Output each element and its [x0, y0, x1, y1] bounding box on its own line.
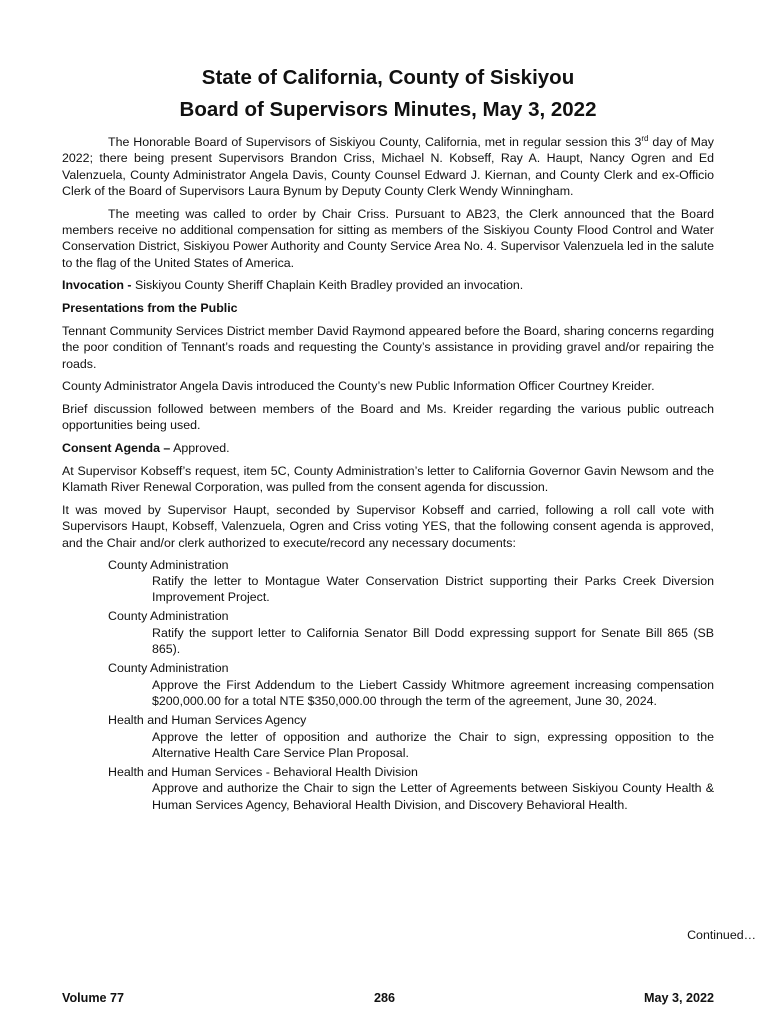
minutes-body [62, 134, 714, 813]
item-description: Ratify the support letter to California Senator Bill Dodd expressing support for Senate Bill 865 (SB 865). [152, 625, 714, 657]
consent-agenda-paragraph [62, 440, 714, 456]
item-description: Approve the First Addendum to the Liebert Cassidy Whitmore agreement increasing compensation $200,000.00 for a total NTE $350,000.00 through the term of the agreement, June 30, 2024. [152, 677, 714, 708]
consent-motion-paragraph: It was moved by Supervisor Haupt, seconded by Supervisor Kobseff and carried, following a roll call vote with Supervisors Haupt, Kobseff, Valenzuela, Ogren and Criss voting YES, that the following consent agenda is approved, and the Chair and/or clerk authorized to execute/record any necessary documents: [62, 503, 714, 550]
presentation-paragraph-2: County Administrator Angela Davis introduced the County’s new Public Information Officer Courtney Kreider. [62, 379, 655, 394]
minutes-page [62, 62, 714, 816]
footer-page-number: 286 [374, 991, 396, 1005]
invocation-text: Siskiyou County Sheriff Chaplain Keith Bradley provided an invocation. [131, 278, 524, 293]
item-description: Ratify the letter to Montague Water Conservation District supporting their Parks Creek Diversion Improvement Project. [152, 573, 714, 605]
consent-agenda-heading: Consent Agenda – [62, 441, 171, 456]
intro-text-a: The Honorable Board of Supervisors of Siskiyou County, California, met in regular session this 3 [108, 135, 642, 149]
page-footer [62, 991, 714, 1005]
document-title-line2: Board of Supervisors Minutes, May 3, 2022 [179, 98, 597, 121]
presentations-heading: Presentations from the Public [62, 301, 238, 316]
intro-text-b: day of May 2022; there being present Supervisors Brandon Criss, Michael N. Kobseff, Ray A. Haupt, Nancy Ogren and Ed Valenzuela, County Administrator Angela Davis, County Counsel Edward J. Kiernan, and County Clerk and ex-Officio Clerk of the Board of Supervisors Laura Bynum by Deputy County Clerk Wendy Winningham. [62, 135, 714, 198]
item-department: County Administration [108, 661, 229, 676]
footer-volume: Volume 77 [62, 991, 125, 1005]
item-department: County Administration [108, 557, 229, 572]
ordinal-suffix: rd [641, 133, 649, 143]
intro-paragraph [62, 134, 714, 199]
list-item [108, 764, 714, 813]
item-department: Health and Human Services Agency [108, 713, 307, 728]
invocation-heading: Invocation - [62, 278, 132, 293]
consent-pulled-item-paragraph: At Supervisor Kobseff’s request, item 5C, County Administration’s letter to California Governor Gavin Newsom and the Klamath River Renewal Corporation, was pulled from the consent agenda for discussion. [62, 464, 714, 495]
item-description: Approve and authorize the Chair to sign the Letter of Agreements between Siskiyou County Health & Human Services Agency, Behavioral Health Division, and Discovery Behavioral Health. [152, 781, 714, 812]
continued-note: Continued… [687, 928, 756, 942]
footer-date: May 3, 2022 [643, 991, 714, 1005]
list-item [108, 712, 714, 761]
presentation-paragraph-1: Tennant Community Services District member David Raymond appeared before the Board, sharing concerns regarding the poor condition of Tennant’s roads and requesting the County’s assistance in providing gravel and/or repairing the roads. [62, 323, 714, 371]
item-department: County Administration [108, 609, 229, 624]
item-department: Health and Human Services - Behavioral Health Division [108, 765, 418, 780]
presentation-paragraph-3: Brief discussion followed between members of the Board and Ms. Kreider regarding the various public outreach opportunities being used. [62, 402, 714, 433]
consent-items-list [108, 557, 714, 813]
list-item [108, 660, 714, 709]
list-item [108, 557, 714, 606]
invocation-paragraph [62, 277, 714, 293]
call-to-order-paragraph: The meeting was called to order by Chair Criss. Pursuant to AB23, the Clerk announced that the Board members receive no additional compensation for sitting as members of the Siskiyou County Flood Control and Water Conservation District, Siskiyou Power Authority and County Service Area No. 4. Supervisor Valenzuela led in the salute to the flag of the United States of America. [62, 206, 714, 270]
item-description: Approve the letter of opposition and authorize the Chair to sign, expressing opposition to the Alternative Health Care Service Plan Proposal. [152, 729, 714, 760]
document-title-line1: State of California, County of Siskiyou [201, 66, 575, 89]
consent-agenda-status: Approved. [170, 441, 230, 456]
list-item [108, 608, 714, 657]
